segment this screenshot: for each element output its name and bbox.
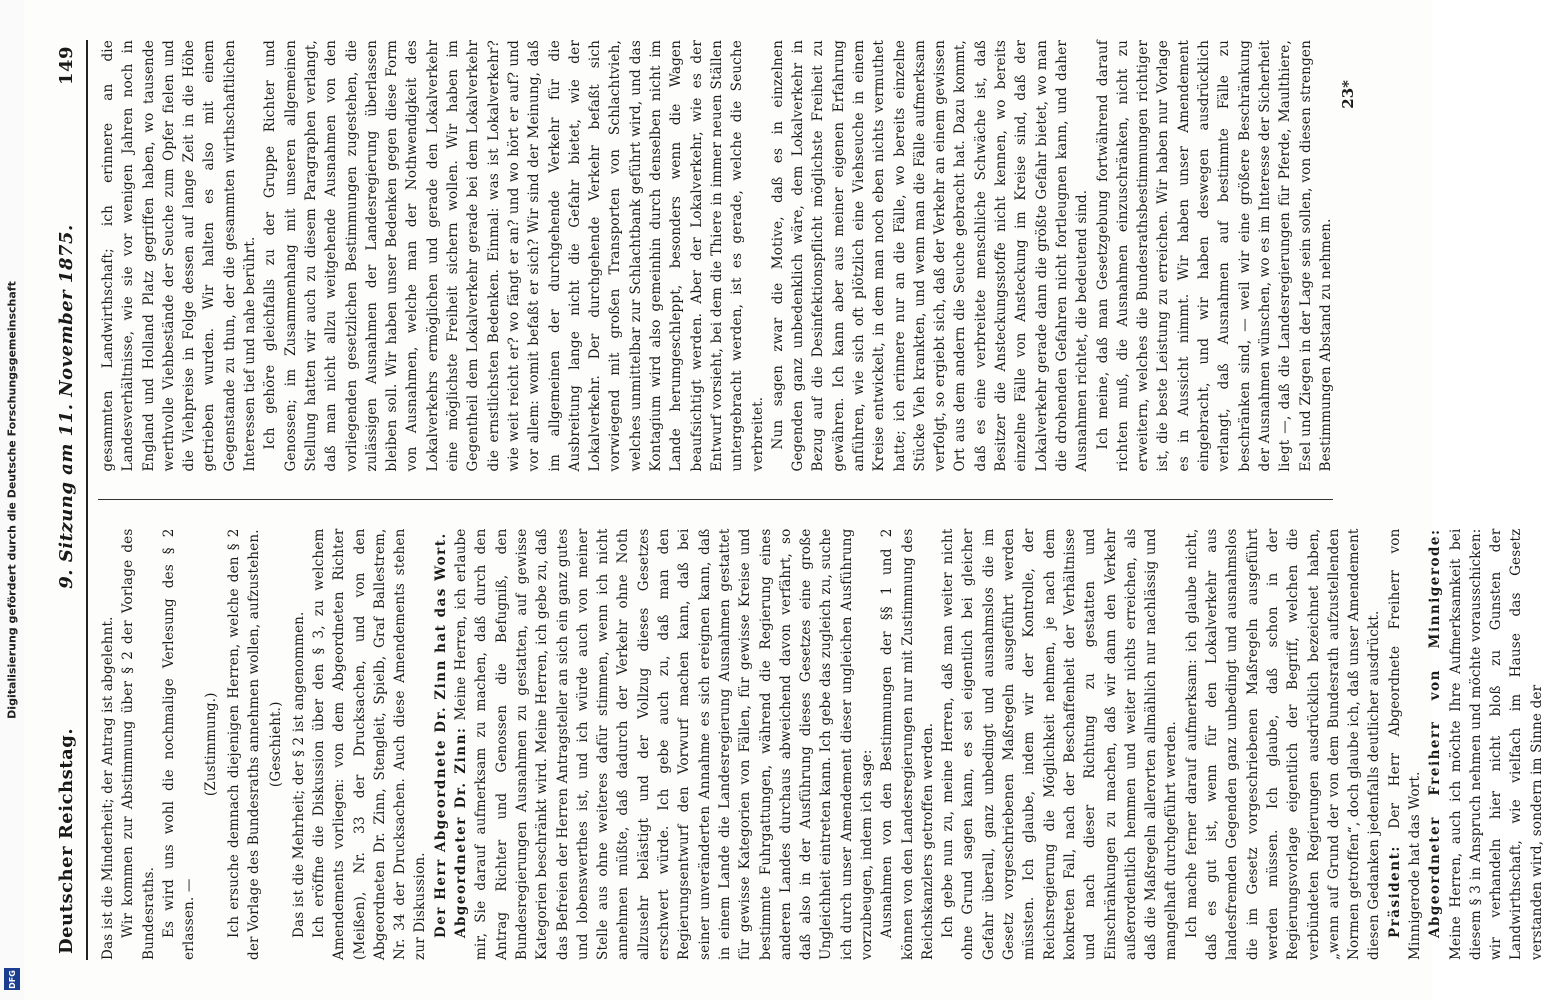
paragraph — [768, 40, 1093, 472]
paragraph — [938, 529, 1182, 961]
stage-direction: (Geschieht.) — [268, 701, 285, 788]
right-column — [98, 40, 1333, 472]
paragraph — [289, 529, 309, 961]
paragraph — [1182, 529, 1385, 961]
paragraph-text: Ich eröffne die Diskussion über den § 3, zu welchem Amendements vorliegen: von dem Abgeordneten Richter (Meißen), Nr. 33 der Drucksachen, und von den Abgeordneten Dr. Zinn, Stengleit, Spielb, Graf Ballestrem, Nr. 34 der Drucksachen. Auch diese Amendements stehen zur Diskussion. — [310, 528, 429, 960]
paragraph-text: Meine Herren, ich erlaube mir, Sie darauf aufmerksam zu machen, daß durch den Antrag Richter und Genossen die Befugniß, den Bundesregierungen Ausnahmen zu gestatten, auf gewisse Kategorien beschränkt wird. Meine Herren, ich gebe zu, daß das Befreien der Herren Antragsteller an sich ein ganz gutes und lobenswerthes ist, und ich würde auch von meiner Stelle aus ohne weiteres dafür stimmen, wenn ich nicht annehmen müßte, daß dadurch der Verkehr ohne Noth allzusehr belästigt und der Vollzug dieses Gesetzes erschwert würde. Ich gebe auch zu, daß man den Regierungsentwurf den Vorwurf machen kann, daß bei seiner unveränderten Annahme es sich ereignen kann, daß in einem Lande die Landesregierung Ausnahmen gestattet für gewisse Kategorien von Fällen, für gewisse Kreise und bestimmte Fuhrgattungen, während die Regierung eines anderen Landes durchaus abweichend davon verfährt, so daß also in der Ausführung dieses Gesetzes eine große Ungleichheit eintreten kann. Ich gebe das zugleich zu, suche ich durch unser Amendement dieser ungleichen Ausführung vorzubeugen, indem ich sage: — [453, 528, 875, 960]
dfg-logo-text: DFG — [7, 969, 17, 989]
dfg-logo — [4, 968, 20, 990]
rotated-page — [46, 10, 1545, 990]
paragraph — [1093, 40, 1337, 472]
stage-direction: (Zustimmung.) — [203, 692, 220, 797]
speaker-name: Abgeordneter Freiherr von Minnigerode: — [1427, 528, 1444, 938]
paragraph-text: gesammten Landwirthschaft; ich erinnere an die Landesverhältnisse, wie sie vor wenigen Jahren noch in England und Holland Platz gegriffen haben, wo tausende werthvolle Viehbestände der Seuche zum Opfer fielen und die Viehpreise in Folge dessen auf lange Zeit in die Höhe getrieben wurden. Wir halten es also mit einem Gegenstande zu thun, der die gesammten wirthschaftlichen Interessen tief und nahe berührt. — [100, 40, 259, 472]
sheet-signature: 23* — [1339, 80, 1357, 109]
header-center: 9. Sitzung am 11. November 1875. — [55, 224, 77, 589]
paragraph-text: Ausnahmen von den Bestimmungen der §§ 1 und 2 können von den Landesregierungen nur mit Zustimmung des Reichskanzlers getroffen werden. — [879, 528, 936, 960]
paragraph-text: Das ist die Mehrheit; der § 2 ist angenommen. — [290, 611, 307, 938]
paragraph — [260, 40, 767, 472]
paragraph — [118, 529, 159, 961]
header-left: Deutscher Reichstag. — [55, 727, 77, 954]
page-number: 149 — [55, 46, 77, 86]
paragraph — [1425, 529, 1547, 961]
paragraph-text: Ich ersuche demnach diejenigen Herren, welche den § 2 der Vorlage des Bundesraths annehmen wollen, aufzustehen. — [225, 528, 263, 960]
speaker-name: Der Herr Abgeordnete Dr. Zinn hat das Wort. — [432, 532, 449, 938]
paragraph-text: Ich meine, daß man Gesetzgebung fortwährend darauf richten muß, die Ausnahmen einzuschränken, nicht zu erweitern, welches die Bundesrathsbestimmungen richtiger ist, die beste Leistung zu erreichen. Wir haben nur Vorlage es in Aussicht nimmt. Wir haben unser Amendement eingebracht, und wir haben deswegen ausdrücklich verlangt, daß Ausnahmen auf bestimmte Fälle zu beschränken sind, — weil wir eine größere Beschränkung der Ausnahmen wünschen, wo es im Interesse der Sicherheit liegt —, daß die Landesregierungen für Pferde, Maulthiere, Esel und Ziegen in der Lage sein sollen, von diesen strengen Bestimmungen Abstand zu nehmen. — [1094, 40, 1334, 472]
paragraph-text: Wir kommen zur Abstimmung über § 2 der Vorlage des Bundesraths. — [120, 528, 157, 960]
paragraph-text: Nun sagen zwar die Motive, daß es in einzelnen Gegenden ganz unbedenklich wäre, dem Lokalverkehr in Bezug auf die Desinfektionspflicht möglichste Freiheit zu gewähren. Ich kann aber aus meiner eigenen Erfahrung anführen, wie sich oft plötzlich eine Viehseuche in einem Kreise entwickelt, in dem man noch eben nichts vermuthet hatte; ich erinnere nur an die Fälle, wo bereits einzelne Stücke Vieh krankten, und wenn man die Fälle aufmerksam verfolgt, so ergiebt sich, daß der Verkehr an einem gewissen Ort aus dem andern die Seuche gebracht hat. Dazu kommt, daß es eine verbreitete menschliche Schwäche ist, daß Besitzer die Ansteckungsstoffe nicht kennen, wo bereits einzelne Fälle von Ansteckung im Kreise sind, daß der Lokalverkehr gerade dann die größte Gefahr bietet, wo man die drohenden Gefahren nicht fortleugnen kann, und daher Ausnahmen richtet, die bedeutend sind. — [769, 40, 1091, 472]
paragraph-text: Ich gebe nun zu, meine Herren, daß man weiter nicht ohne Grund sagen kann, es sei eigentlich bei gleicher Gefahr überall, ganz unbedingt und ausnahmslos die im Gesetz vorgeschriebenen Maßregeln ausgeführt werden müssten. Ich glaube, indem wir der Kontrolle, der Reichsregierung die Möglichkeit nehmen, je nach dem konkreten Fall, nach der Beschaffenheit der Verhältnisse und nach dieser Richtung zu gestatten und Einschränkungen zu machen, daß wir dann den Verkehr außerordentlich hemmen und weiter nichts erreichen, als daß die Maßregeln allerorten allmählich nur nachlässig und mangelhaft durchgeführt werden. — [940, 528, 1180, 960]
left-column — [98, 528, 1545, 961]
paragraph — [98, 40, 260, 472]
paragraph-text: Meine Herren, auch ich möchte Ihre Aufmerksamkeit bei diesem § 3 in Anspruch nehmen und möchte vorausschicken: wir verhandeln hier nicht bloß zu Gunsten der Landwirthschaft, wie vielfach im Hause das Gesetz verstanden wird, sondern im Sinne der — [1447, 528, 1545, 960]
paragraph — [1385, 529, 1426, 961]
paragraph — [159, 529, 200, 961]
speaker-name: Abgeordneter Dr. Zinn: — [453, 726, 470, 938]
paragraph — [309, 529, 431, 961]
column-divider — [98, 500, 1333, 501]
attribution-strip — [0, 0, 24, 1000]
attribution-text: Digitalisierung gefördert durch die Deutsche Forschungsgemeinschaft — [5, 281, 19, 719]
paragraph — [451, 529, 877, 961]
paragraph-text: Ich gehöre gleichfalls zu der Gruppe Richter und Genossen; im Zusammenhang mit unseren allgemeinen Stellung hatten wir auch zu diesem Paragraphen verlangt, daß man nicht allzu weitgehende Ausnahmen von den vorliegenden gesetzlichen Bestimmungen zugestehen, die zulässigen Ausnahmen der Landesregierung überlassen bleiben soll. Wir haben unser Bedenken gegen diese Form von Ausnahmen, welche man der Nothwendigkeit des Lokalverkehrs ermöglichen und gerade den Lokalverkehr eine möglichste Freiheit sichern wollen. Wir haben im Gegentheil dem Lokalverkehr gerade bei dem Lokalverkehr die ernstlichsten Bedenken. Einmal: was ist Lokalverkehr? wie weit reicht er? wo fängt er an? und wo hört er auf? und vor allem: womit befaßt er sich? Wir sind der Meinung, daß im allgemeinen der durchgehende Verkehr für die Ausbreitung lange nicht die Gefahr bietet, wie der Lokalverkehr. Der durchgehende Verkehr befaßt sich vorwiegend mit großen Transporten von Schlachtvieh, welches unmittelbar zur Schlachtbank geführt wird, und das Kontagium wird also gemeinhin durch denselben nicht im Lande herumgeschleppt, besonders wenn die Wagen beaufsichtigt werden. Aber der Lokalverkehr, wie es der Entwurf vorsieht, bei dem die Thiere in immer neuen Ställen untergebracht werden, ist es gerade, welche die Seuche verbreitet. — [262, 40, 766, 472]
paragraph-text: Ich mache ferner darauf aufmerksam: ich glaube nicht, daß es gut ist, wenn für den Lokalverkehr aus landesfremden Gegenden ganz unbedingt und ausnahmslos die im Gesetz vorgeschriebenen Maßregeln ausgeführt werden müssen. Ich glaube, daß schon in der Regierungsvorlage eigentlich der Begriff, welchen die verbündeten Regierungen ausdrücklich bezeichnet haben, „wenn auf Grund der von dem Bundesrath aufzustellenden Normen getroffen“, doch glaube ich, daß unser Amendement diesen Gedanken jedenfalls deutlicher ausdrückt. — [1183, 528, 1383, 960]
speaker-name: Präsident: — [1386, 845, 1403, 938]
paragraph-text: Es wird uns wohl die nochmalige Verlesung des § 2 erlassen. — — [160, 528, 198, 960]
paragraph — [431, 529, 451, 961]
paragraph — [877, 529, 938, 961]
paragraph-text: Der Herr Abgeordnete Freiherr von Minnigerode hat das Wort. — [1386, 528, 1423, 960]
running-head — [46, 40, 88, 960]
paragraph — [98, 529, 118, 961]
paragraph — [224, 529, 265, 961]
paragraph-text: Das ist die Minderheit; der Antrag ist abgelehnt. — [100, 616, 116, 960]
